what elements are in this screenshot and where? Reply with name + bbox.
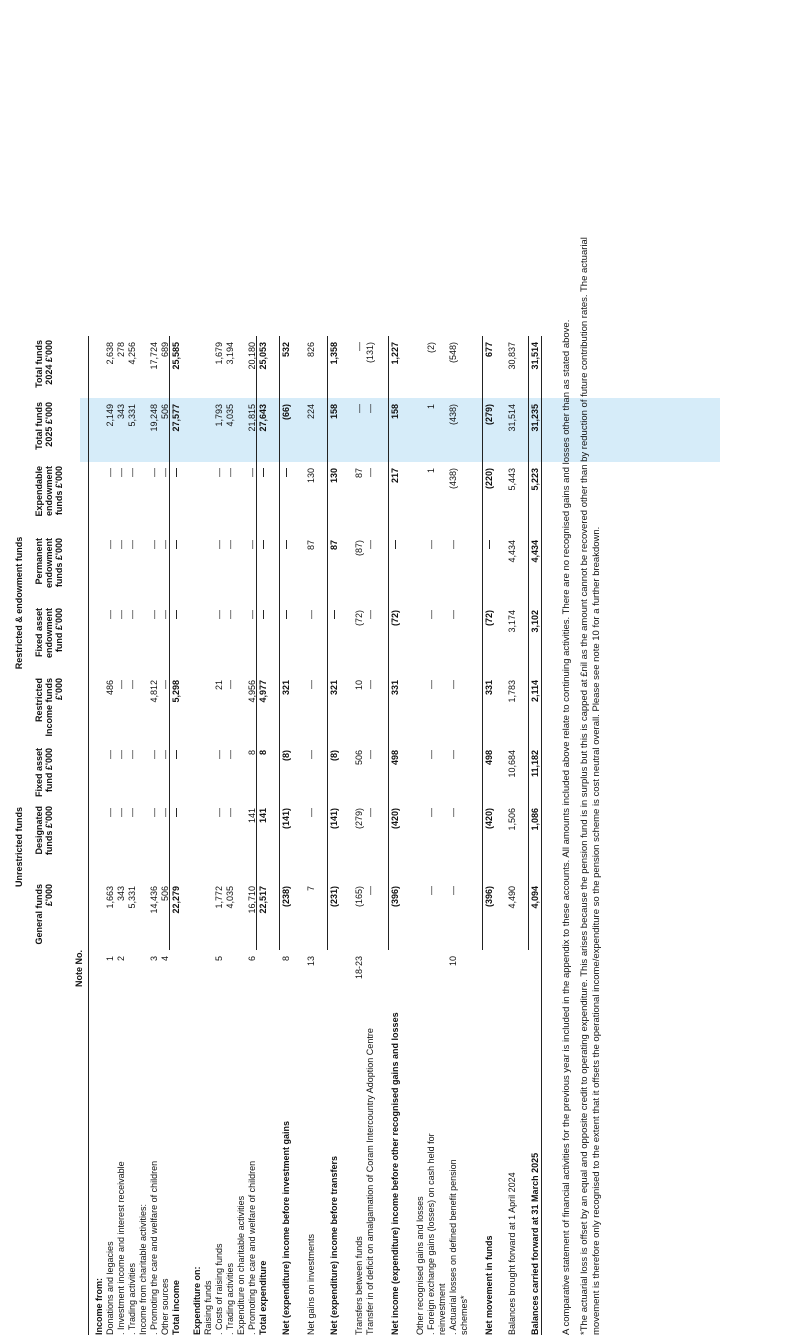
statement-cell: 5,443 (507, 468, 517, 491)
statement-cell: — (281, 540, 291, 549)
statement-cell: — (171, 610, 181, 619)
statement-cell: 1,227 (390, 342, 400, 365)
statement-cell: 1,506 (507, 808, 517, 831)
statement-cell: 30,837 (507, 342, 517, 370)
statement-cell: — (127, 468, 137, 477)
statement-cell: 14,436 (149, 886, 159, 914)
statement-cell: (72) (354, 610, 364, 627)
statement-row-label: Other recognised gains and losses (415, 1196, 425, 1335)
column-header: Total funds 2024 £'000 (34, 340, 54, 388)
statement-cell: 3,102 (530, 610, 540, 633)
statement-cell: — (448, 610, 458, 619)
column-header: Restricted Income funds £'000 (34, 678, 64, 737)
statement-cell: 141 (258, 808, 268, 824)
statement-cell: — (329, 610, 339, 619)
statement-cell: 31,514 (507, 404, 517, 432)
statement-cell: (396) (390, 886, 400, 908)
statement-cell: — (365, 808, 375, 817)
statement-cell: 5,298 (171, 680, 181, 703)
statement-cell: — (105, 610, 115, 619)
statement-row-label: Expenditure on: (192, 1266, 202, 1335)
header-rule (88, 336, 89, 1335)
statement-cell: 5,223 (530, 468, 540, 491)
statement-row-label: Balances brought forward at 1 April 2024 (507, 1172, 517, 1335)
statement-cell: — (390, 540, 400, 549)
statement-cell: — (258, 468, 268, 477)
statement-cell: (438) (448, 404, 458, 426)
statement-cell: 1,772 (214, 886, 224, 909)
statement-cell: 11,182 (530, 750, 540, 778)
total-rule (256, 336, 257, 950)
statement-cell: — (149, 540, 159, 549)
statement-cell: — (105, 750, 115, 759)
statement-row-label: . Actuarial losses on defined benefit pension (448, 1159, 458, 1335)
statement-cell: 22,517 (258, 886, 268, 914)
statement-cell: — (149, 808, 159, 817)
statement-cell: 27,577 (171, 404, 181, 432)
statement-cell: — (160, 750, 170, 759)
statement-cell: — (160, 610, 170, 619)
statement-cell: 1,358 (329, 342, 339, 365)
statement-cell: 87 (354, 468, 364, 479)
statement-cell: (66) (281, 404, 291, 421)
statement-cell: (438) (448, 468, 458, 490)
statement-cell: — (426, 680, 436, 689)
footnote: A comparative statement of financial activities for the previous year is included in the appendix to these accounts. All amounts included above relate to continuing activities. There are no recognised gains and losses other than as stated above. (561, 319, 572, 1335)
group-header-restricted: Restricted & endowment funds (14, 536, 24, 670)
note-number: 1 (105, 956, 115, 962)
statement-cell: — (365, 468, 375, 477)
statement-cell: 16,710 (247, 886, 257, 914)
statement-cell: — (426, 540, 436, 549)
statement-cell: (231) (329, 886, 339, 908)
statement-cell: (396) (484, 886, 494, 908)
statement-cell: — (149, 610, 159, 619)
statement-row-label: Net movement in funds (484, 1235, 494, 1335)
statement-cell: 19,248 (149, 404, 159, 432)
statement-cell: 1,783 (507, 680, 517, 703)
statement-cell: — (214, 610, 224, 619)
statement-cell: — (127, 808, 137, 817)
statement-row-label: Net gains on investments (306, 1233, 316, 1335)
statement-cell: 343 (116, 404, 126, 420)
statement-cell: — (116, 468, 126, 477)
statement-cell: — (426, 808, 436, 817)
statement-cell: 141 (247, 808, 257, 824)
statement-cell: 321 (329, 680, 339, 696)
statement-cell: — (281, 468, 291, 477)
total-rule (388, 336, 389, 950)
statement-cell: — (225, 468, 235, 477)
statement-cell: 2,638 (105, 342, 115, 365)
statement-cell: 25,053 (258, 342, 268, 370)
note-number: 18-23 (354, 956, 364, 980)
statement-cell: (141) (329, 808, 339, 830)
statement-cell: 4,035 (225, 886, 235, 909)
statement-row-label: Expenditure on charitable activities (236, 1195, 246, 1335)
statement-cell: 4,977 (258, 680, 268, 703)
statement-cell: — (160, 468, 170, 477)
statement-cell: — (105, 468, 115, 477)
statement-cell: — (160, 680, 170, 689)
statement-cell: — (127, 610, 137, 619)
note-column-header: Note No. (74, 950, 84, 987)
note-number: 6 (247, 956, 257, 962)
statement-cell: — (365, 540, 375, 549)
statement-cell: — (258, 610, 268, 619)
statement-row-label: Transfer in of deficit on amalgamation of Coram Intercountry Adoption Centre (365, 1028, 375, 1335)
statement-cell: (279) (354, 808, 364, 830)
statement-cell: (8) (329, 750, 339, 761)
statement-cell: (420) (390, 808, 400, 830)
statement-cell: 1,086 (530, 808, 540, 831)
statement-row-label: Total expenditure (258, 1260, 268, 1335)
statement-row-label: Total income (171, 1280, 181, 1335)
statement-row-label: Donations and legacies (105, 1241, 115, 1335)
statement-cell: — (214, 540, 224, 549)
statement-row-label: Net (expenditure) income before transfers (329, 1155, 339, 1335)
statement-cell: 8 (258, 750, 268, 756)
statement-cell: — (306, 750, 316, 759)
statement-cell: 21,815 (247, 404, 257, 432)
statement-cell: — (171, 468, 181, 477)
statement-cell: — (306, 808, 316, 817)
statement-cell: 486 (105, 680, 115, 696)
statement-cell: — (225, 680, 235, 689)
statement-cell: (2) (426, 342, 436, 353)
statement-cell: — (365, 680, 375, 689)
statement-row-label: Net income (expenditure) income before other recognised gains and losses (390, 1012, 400, 1335)
statement-row-label: . Foreign exchange gains (losses) on cash held for (426, 1133, 436, 1335)
statement-cell: — (160, 540, 170, 549)
statement-cell: 4,256 (127, 342, 137, 365)
statement-cell: 4,434 (530, 540, 540, 563)
statement-cell: 10,684 (507, 750, 517, 778)
statement-cell: — (105, 808, 115, 817)
statement-cell: — (116, 610, 126, 619)
statement-cell: 689 (160, 342, 170, 358)
statement-cell: 5,331 (127, 404, 137, 427)
statement-cell: 158 (329, 404, 339, 420)
statement-cell: 506 (354, 750, 364, 766)
statement-cell: — (354, 404, 364, 413)
statement-cell: 506 (160, 404, 170, 420)
statement-cell: — (258, 540, 268, 549)
statement-row-label: . Investment income and interest receivable (116, 1161, 126, 1335)
statement-cell: 2,114 (530, 680, 540, 703)
statement-row-label: Transfers between funds (354, 1236, 364, 1335)
statement-cell: (72) (390, 610, 400, 627)
statement-cell: — (225, 540, 235, 549)
statement-cell: 498 (390, 750, 400, 766)
statement-cell: — (214, 808, 224, 817)
note-number: 3 (149, 956, 159, 962)
statement-cell: 498 (484, 750, 494, 766)
statement-cell: 158 (390, 404, 400, 420)
statement-cell: — (171, 750, 181, 759)
statement-cell: 87 (329, 540, 339, 551)
statement-cell: — (365, 610, 375, 619)
statement-cell: — (448, 680, 458, 689)
statement-cell: 1 (426, 404, 436, 410)
statement-cell: 4,434 (507, 540, 517, 563)
statement-row-label: Income from: (94, 1277, 104, 1335)
statement-cell: 532 (281, 342, 291, 358)
statement-cell: — (160, 808, 170, 817)
column-header: Fixed asset fund £'000 (34, 748, 54, 798)
statement-cell: 321 (281, 680, 291, 696)
statement-cell: 130 (329, 468, 339, 484)
column-header: Fixed asset endowment fund £'000 (34, 608, 64, 659)
statement-cell: 17,724 (149, 342, 159, 370)
statement-cell: 1,679 (214, 342, 224, 365)
statement-cell: (220) (484, 468, 494, 490)
statement-cell: — (149, 750, 159, 759)
statement-row-label: Raising funds (203, 1280, 213, 1335)
total-rule (482, 336, 483, 950)
statement-cell: — (171, 540, 181, 549)
statement-cell: — (116, 750, 126, 759)
statement-cell: — (225, 808, 235, 817)
statement-cell: 31,235 (530, 404, 540, 432)
statement-cell: — (281, 610, 291, 619)
statement-cell: — (127, 540, 137, 549)
total-rule (528, 336, 529, 950)
statement-cell: — (116, 808, 126, 817)
statement-cell: 4,490 (507, 886, 517, 909)
statement-cell: 4,812 (149, 680, 159, 703)
statement-cell: 331 (390, 680, 400, 696)
statement-cell: — (149, 468, 159, 477)
statement-cell: 5,331 (127, 886, 137, 909)
note-number: 2 (116, 956, 126, 962)
statement-cell: 7 (306, 886, 316, 892)
statement-cell: — (365, 404, 375, 413)
statement-cell: — (127, 680, 137, 689)
statement-cell: 3,174 (507, 610, 517, 633)
statement-cell: 8 (247, 750, 257, 756)
statement-row-label: schemes* (459, 1295, 469, 1335)
column-header: Designated funds £'000 (34, 806, 54, 856)
statement-cell: 2,149 (105, 404, 115, 427)
statement-cell: — (127, 750, 137, 759)
note-number: 13 (306, 956, 316, 967)
statement-cell: 130 (306, 468, 316, 484)
statement-cell: — (448, 750, 458, 759)
statement-cell: 10 (354, 680, 364, 691)
total-rule (327, 336, 328, 950)
statement-cell: — (247, 610, 257, 619)
statement-cell: — (225, 610, 235, 619)
statement-cell: (141) (281, 808, 291, 830)
statement-row-label: Other sources (160, 1278, 170, 1335)
statement-cell: (165) (354, 886, 364, 908)
statement-cell: — (306, 610, 316, 619)
statement-row-label: Income from charitable activities: (138, 1203, 148, 1335)
statement-cell: 1,663 (105, 886, 115, 909)
statement-cell: — (116, 680, 126, 689)
statement-cell: — (116, 540, 126, 549)
statement-cell: — (448, 540, 458, 549)
statement-cell: 20,180 (247, 342, 257, 370)
column-header: Expendable endowment funds £'000 (34, 466, 64, 517)
statement-cell: — (426, 750, 436, 759)
statement-cell: 22,279 (171, 886, 181, 914)
total-rule (279, 336, 280, 950)
statement-cell: 1 (426, 468, 436, 474)
column-header: General funds £'000 (34, 884, 54, 945)
statement-cell: — (448, 808, 458, 817)
statement-cell: 1,793 (214, 404, 224, 427)
footnote: *The actuarial loss is offset by an equal and opposite credit to operating expenditure. This arises because the pension fund is in surplus but this is capped at £nil as the amount cannot be recovered other than by reduction of future contribution rates. The actuarial (579, 237, 590, 1335)
statement-cell: (238) (281, 886, 291, 908)
statement-cell: 826 (306, 342, 316, 358)
statement-cell: 21 (214, 680, 224, 691)
column-header: Permanent endowment funds £'000 (34, 538, 64, 589)
statement-row-label: Net (expenditure) income before investment gains (281, 1120, 291, 1335)
statement-cell: 4,094 (530, 886, 540, 909)
statement-cell: — (484, 540, 494, 549)
statement-cell: — (214, 468, 224, 477)
statement-cell: 87 (306, 540, 316, 551)
statement-row-label: . Promoting the care and welfare of children (247, 1160, 257, 1335)
statement-cell: 331 (484, 680, 494, 696)
statement-cell: — (214, 750, 224, 759)
statement-cell: 3,194 (225, 342, 235, 365)
statement-row-label: . Costs of raising funds (214, 1243, 224, 1335)
statement-cell: (279) (484, 404, 494, 426)
group-header-unrestricted: Unrestricted funds (14, 807, 24, 888)
statement-cell: 31,514 (530, 342, 540, 370)
statement-cell: 217 (390, 468, 400, 484)
statement-cell: 4,035 (225, 404, 235, 427)
footnote: movement is therefore only recognised to the extent that it offsets the operational income/expenditure so the pension scheme is cost neutral overall. Please see note 10 for a further breakdown. (591, 526, 602, 1335)
statement-cell: 343 (116, 886, 126, 902)
statement-cell: 224 (306, 404, 316, 420)
statement-cell: — (105, 540, 115, 549)
statement-cell: (8) (281, 750, 291, 761)
note-number: 4 (160, 956, 170, 962)
statement-cell: 4,956 (247, 680, 257, 703)
statement-cell: — (426, 610, 436, 619)
note-number: 10 (448, 956, 458, 967)
statement-cell: — (426, 886, 436, 895)
closing-rule (541, 336, 542, 1335)
column-header: Total funds 2025 £'000 (34, 402, 54, 450)
statement-row-label: Balances carried forward at 31 March 2025 (530, 1152, 540, 1335)
statement-cell: — (247, 540, 257, 549)
statement-cell: — (171, 808, 181, 817)
statement-row-label: . Trading activities (127, 1262, 137, 1335)
statement-cell: — (306, 680, 316, 689)
statement-cell: (87) (354, 540, 364, 557)
statement-cell: (420) (484, 808, 494, 830)
statement-cell: — (448, 886, 458, 895)
statement-cell: 677 (484, 342, 494, 358)
statement-cell: — (365, 750, 375, 759)
statement-row-label: . Promoting the care and welfare of children (149, 1160, 159, 1335)
statement-cell: — (225, 750, 235, 759)
statement-cell: — (365, 886, 375, 895)
statement-cell: 25,585 (171, 342, 181, 370)
total-rule (169, 336, 170, 950)
statement-row-label: reinvestment (437, 1283, 447, 1335)
statement-cell: — (354, 342, 364, 351)
note-number: 8 (281, 956, 291, 962)
statement-cell: (548) (448, 342, 458, 364)
statement-cell: (131) (365, 342, 375, 364)
statement-cell: (72) (484, 610, 494, 627)
statement-cell: 27,643 (258, 404, 268, 432)
statement-cell: 506 (160, 886, 170, 902)
statement-cell: — (247, 468, 257, 477)
note-number: 5 (214, 956, 224, 962)
statement-cell: 278 (116, 342, 126, 358)
statement-row-label: . Trading activities (225, 1262, 235, 1335)
